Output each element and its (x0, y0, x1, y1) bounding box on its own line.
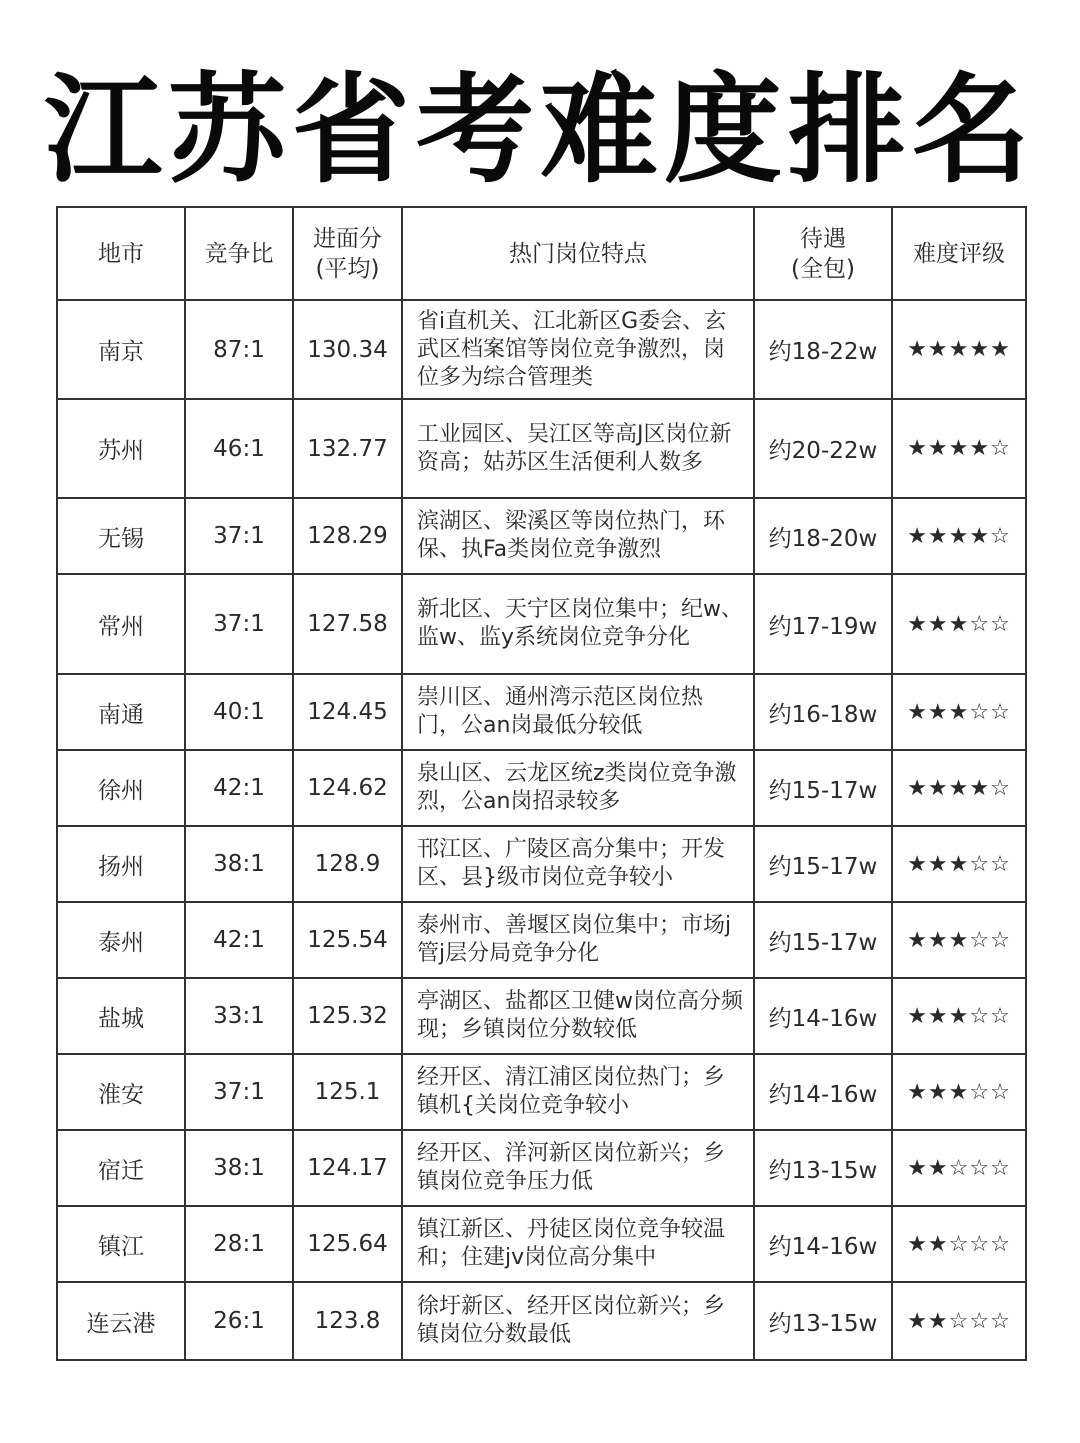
cell-score: 124.17 (293, 1130, 402, 1206)
cell-features: 经开区、洋河新区岗位新兴；乡镇岗位竞争压力低 (402, 1130, 754, 1206)
cell-rating: ★★★☆☆ (892, 574, 1026, 674)
cell-score: 130.34 (293, 300, 402, 399)
cell-features: 邗江区、广陵区高分集中；开发区、县}级市岗位竞争较小 (402, 826, 754, 902)
cell-rating: ★★☆☆☆ (892, 1282, 1026, 1360)
cell-rating: ★★★★★ (892, 300, 1026, 399)
cell-pay: 约20-22w (754, 399, 892, 498)
header-score (293, 207, 402, 300)
cell-city: 镇江 (57, 1206, 185, 1282)
cell-ratio: 37:1 (185, 1054, 293, 1130)
page-title: 江苏省考难度排名 (43, 61, 1036, 199)
table-row (57, 1130, 1026, 1206)
cell-pay: 约14-16w (754, 1206, 892, 1282)
cell-score: 127.58 (293, 574, 402, 674)
cell-rating: ★★★☆☆ (892, 674, 1026, 750)
cell-ratio: 33:1 (185, 978, 293, 1054)
cell-score: 128.9 (293, 826, 402, 902)
cell-score: 124.62 (293, 750, 402, 826)
cell-pay: 约16-18w (754, 674, 892, 750)
cell-score: 125.54 (293, 902, 402, 978)
cell-pay: 约13-15w (754, 1282, 892, 1360)
cell-pay: 约13-15w (754, 1130, 892, 1206)
header-features: 热门岗位特点 (402, 207, 754, 300)
cell-ratio: 46:1 (185, 399, 293, 498)
header-score-line2: (平均) (315, 255, 380, 282)
cell-city: 连云港 (57, 1282, 185, 1360)
cell-score: 125.1 (293, 1054, 402, 1130)
cell-pay: 约14-16w (754, 1054, 892, 1130)
table-row (57, 1054, 1026, 1130)
cell-rating: ★★☆☆☆ (892, 1130, 1026, 1206)
cell-ratio: 40:1 (185, 674, 293, 750)
table-row (57, 978, 1026, 1054)
header-pay (754, 207, 892, 300)
cell-ratio: 87:1 (185, 300, 293, 399)
table-row (57, 399, 1026, 498)
table-row (57, 574, 1026, 674)
header-score-line1: 进面分 (313, 225, 382, 252)
cell-pay: 约18-20w (754, 498, 892, 574)
cell-features: 镇江新区、丹徒区岗位竞争较温和；住建jv岗位高分集中 (402, 1206, 754, 1282)
cell-features: 泉山区、云龙区统z类岗位竞争激烈，公an岗招录较多 (402, 750, 754, 826)
cell-features: 经开区、清江浦区岗位热门；乡镇机{关岗位竞争较小 (402, 1054, 754, 1130)
cell-pay: 约15-17w (754, 902, 892, 978)
cell-pay: 约15-17w (754, 826, 892, 902)
cell-pay: 约14-16w (754, 978, 892, 1054)
header-city: 地市 (57, 207, 185, 300)
cell-score: 125.64 (293, 1206, 402, 1282)
header-pay-line1: 待遇 (800, 225, 846, 252)
ranking-table (56, 206, 1027, 1361)
cell-score: 132.77 (293, 399, 402, 498)
cell-features: 徐圩新区、经开区岗位新兴；乡镇岗位分数最低 (402, 1282, 754, 1360)
cell-features: 崇川区、通州湾示范区岗位热门，公an岗最低分较低 (402, 674, 754, 750)
cell-ratio: 37:1 (185, 574, 293, 674)
cell-rating: ★★★☆☆ (892, 902, 1026, 978)
cell-city: 盐城 (57, 978, 185, 1054)
cell-city: 南京 (57, 300, 185, 399)
cell-score: 123.8 (293, 1282, 402, 1360)
cell-city: 泰州 (57, 902, 185, 978)
table-row (57, 674, 1026, 750)
cell-city: 无锡 (57, 498, 185, 574)
cell-pay: 约15-17w (754, 750, 892, 826)
cell-city: 扬州 (57, 826, 185, 902)
cell-rating: ★★★☆☆ (892, 1054, 1026, 1130)
cell-ratio: 42:1 (185, 750, 293, 826)
cell-ratio: 38:1 (185, 1130, 293, 1206)
table-row (57, 498, 1026, 574)
cell-ratio: 38:1 (185, 826, 293, 902)
cell-ratio: 42:1 (185, 902, 293, 978)
cell-score: 124.45 (293, 674, 402, 750)
cell-features: 亭湖区、盐都区卫健w岗位高分频现；乡镇岗位分数较低 (402, 978, 754, 1054)
cell-ratio: 37:1 (185, 498, 293, 574)
cell-city: 南通 (57, 674, 185, 750)
cell-rating: ★★★☆☆ (892, 978, 1026, 1054)
cell-city: 淮安 (57, 1054, 185, 1130)
cell-features: 省i直机关、江北新区G委会、玄武区档案馆等岗位竞争激烈，岗位多为综合管理类 (402, 300, 754, 399)
cell-score: 128.29 (293, 498, 402, 574)
table-row (57, 750, 1026, 826)
header-ratio: 竞争比 (185, 207, 293, 300)
cell-ratio: 26:1 (185, 1282, 293, 1360)
cell-rating: ★★☆☆☆ (892, 1206, 1026, 1282)
table-row (57, 1282, 1026, 1360)
table-header-row (57, 207, 1026, 300)
table-row (57, 300, 1026, 399)
cell-rating: ★★★★☆ (892, 750, 1026, 826)
cell-features: 滨湖区、梁溪区等岗位热门，环保、执Fa类岗位竞争激烈 (402, 498, 754, 574)
cell-city: 宿迁 (57, 1130, 185, 1206)
table-row (57, 1206, 1026, 1282)
cell-features: 新北区、天宁区岗位集中；纪w、监w、监y系统岗位竞争分化 (402, 574, 754, 674)
table-row (57, 826, 1026, 902)
header-pay-line2: (全包) (791, 255, 855, 282)
cell-city: 常州 (57, 574, 185, 674)
cell-rating: ★★★★☆ (892, 498, 1026, 574)
header-rating: 难度评级 (892, 207, 1026, 300)
cell-city: 苏州 (57, 399, 185, 498)
cell-pay: 约18-22w (754, 300, 892, 399)
cell-features: 泰州市、善堰区岗位集中；市场j管j层分局竞争分化 (402, 902, 754, 978)
cell-pay: 约17-19w (754, 574, 892, 674)
cell-score: 125.32 (293, 978, 402, 1054)
cell-city: 徐州 (57, 750, 185, 826)
table-row (57, 902, 1026, 978)
cell-ratio: 28:1 (185, 1206, 293, 1282)
cell-features: 工业园区、吴江区等高J区岗位新资高；姑苏区生活便利人数多 (402, 399, 754, 498)
cell-rating: ★★★★☆ (892, 399, 1026, 498)
cell-rating: ★★★☆☆ (892, 826, 1026, 902)
